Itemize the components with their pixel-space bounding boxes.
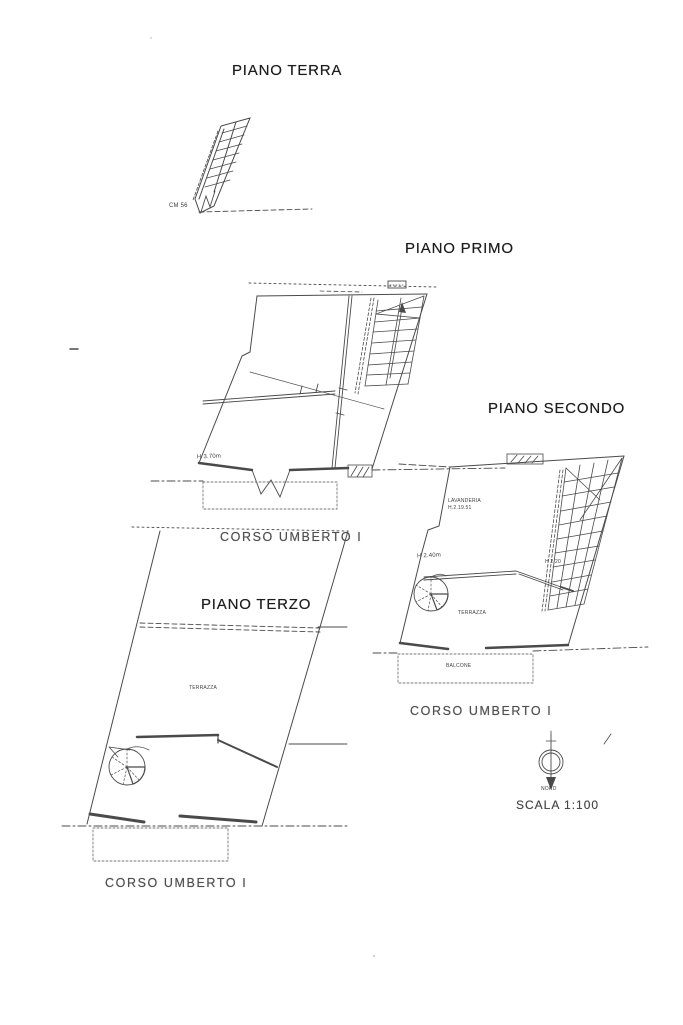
spiral-staircase xyxy=(414,574,448,611)
piano-primo-street-label: CORSO UMBERTO I xyxy=(220,530,363,544)
piano-secondo-room-label xyxy=(448,498,481,512)
piano-terzo-street-label: CORSO UMBERTO I xyxy=(105,876,248,890)
street-line xyxy=(372,468,505,470)
scan-artifacts xyxy=(70,37,611,957)
street-line xyxy=(533,647,648,651)
parapet xyxy=(137,735,277,767)
piano-terra-dimension-note: CM 56 xyxy=(169,203,188,209)
piano-secondo-balcony-label: BALCONE xyxy=(446,663,472,669)
piano-primo-height-note: H 3.70m xyxy=(196,453,222,461)
piano-primo-title: PIANO PRIMO xyxy=(405,240,514,257)
rear-boundary xyxy=(249,283,437,287)
room-name: LAVANDERIA xyxy=(448,498,481,504)
entry-door xyxy=(252,470,290,497)
piano-terzo-terrace-label: TERRAZZA xyxy=(189,685,217,691)
rear-boundary xyxy=(399,464,450,467)
sidewalk xyxy=(93,828,228,861)
staircase-hatch xyxy=(355,296,424,394)
piano-secondo-drawing xyxy=(373,454,648,683)
sidewalk xyxy=(203,482,337,509)
spiral-staircase xyxy=(109,747,149,785)
piano-primo-drawing xyxy=(151,281,505,509)
north-label: NORD xyxy=(541,786,557,792)
entry-step xyxy=(348,465,372,477)
north-arrow-icon xyxy=(539,731,563,790)
piano-secondo-title: PIANO SECONDO xyxy=(488,400,626,417)
piano-secondo-street-label: CORSO UMBERTO I xyxy=(410,704,553,718)
piano-terra-drawing xyxy=(193,118,312,213)
piano-secondo-stair-height-note: H 2.20 xyxy=(545,559,561,565)
piano-secondo-height-note: H 2.40m xyxy=(416,552,442,560)
piano-terra-title: PIANO TERRA xyxy=(232,62,343,79)
scale-label: SCALA 1:100 xyxy=(516,798,600,812)
ground-line xyxy=(199,209,312,212)
piano-secondo-terrace-label: TERRAZZA xyxy=(458,610,486,616)
staircase-hatch xyxy=(542,458,622,611)
piano-terzo-drawing xyxy=(62,527,348,861)
room-height-note: H.2.19.51 xyxy=(448,504,472,511)
piano-terzo-title: PIANO TERZO xyxy=(201,596,312,613)
